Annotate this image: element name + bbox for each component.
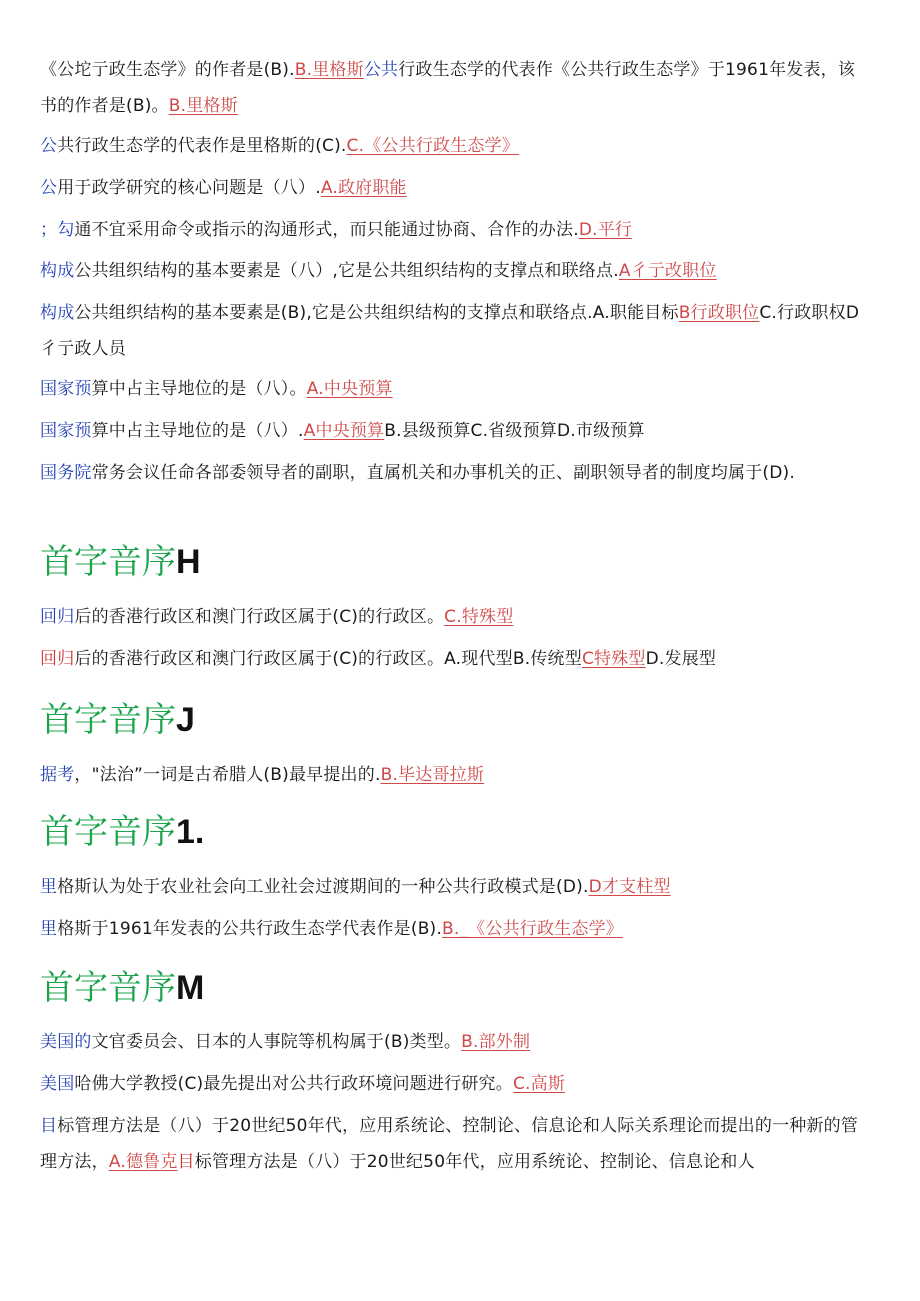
question-item [40, 52, 870, 124]
answer-text: B.部外制 [461, 1032, 531, 1052]
question-item [40, 129, 870, 163]
question-text: 算中占主导地位的是（八）。 [91, 379, 307, 399]
question-lead: 美国的 [40, 1032, 92, 1052]
question-item [40, 870, 870, 904]
answer-text: C特殊型 [581, 649, 646, 669]
question-lead: 美国 [40, 1074, 75, 1094]
question-lead: 里 [40, 877, 58, 897]
section-heading-prefix: 首字音序 [40, 700, 176, 740]
question-item [40, 456, 870, 490]
question-text: 共行政生态学的代表作是里格斯的(C). [57, 136, 347, 156]
question-item [40, 254, 870, 288]
question-lead: 目 [177, 1152, 195, 1172]
question-lead: 国家预 [40, 421, 92, 441]
section-heading-prefix: 首字音序 [40, 812, 176, 852]
question-lead: ；勾 [40, 220, 75, 240]
answer-text: A.德鲁克 [108, 1152, 178, 1172]
section-heading-prefix: 首字音序 [40, 542, 176, 582]
question-text: 算中占主导地位的是（八）. [91, 421, 304, 441]
question-text: 公共组织结构的基本要素是(B),它是公共组织结构的支撑点和联络点.A.职能目标 [74, 303, 679, 323]
question-tail: B.县级预算C.省级预算D.市级预算 [384, 421, 645, 441]
question-text: 标管理方法是（八）于20世纪50年代，应用系统论、控制论、信息论和人际关系理论而提出的一种新的管理方法， [40, 1116, 859, 1172]
answer-text: A.中央预算 [306, 379, 393, 399]
section-heading-letter: J [176, 701, 195, 739]
question-text: 格斯于1961年发表的公共行政生态学代表作是(B). [57, 919, 442, 939]
question-lead: 据考 [40, 765, 75, 785]
section-heading [40, 810, 204, 854]
question-item [40, 1108, 870, 1180]
section-heading [40, 698, 195, 742]
question-text: 后的香港行政区和澳门行政区属于(C)的行政区。 [74, 607, 445, 627]
section-heading-letter: 1. [176, 813, 205, 851]
question-lead: 公 [40, 136, 58, 156]
answer-text: B.里格斯 [294, 60, 364, 80]
question-item [40, 600, 870, 634]
question-item [40, 171, 870, 205]
section-heading-letter: M [176, 969, 205, 1007]
question-item [40, 758, 870, 792]
question-lead: 公 [40, 178, 58, 198]
answer-text: A.政府职能 [320, 178, 407, 198]
question-item [40, 295, 870, 367]
answer-text: C.高斯 [512, 1074, 566, 1094]
question-lead: 公共 [363, 60, 399, 80]
answer-text: B.毕达哥拉斯 [380, 765, 485, 785]
answer-text: A彳亍改职位 [618, 261, 717, 281]
question-text: 常务会议任命各部委领导者的副职，直属机关和办事机关的正、副职领导者的制度均属于(D). [91, 463, 795, 483]
question-tail: D.发展型 [645, 649, 717, 669]
question-lead: 构成 [40, 261, 75, 281]
answer-text: D.平行 [578, 220, 633, 240]
section-heading-letter: H [176, 543, 201, 581]
question-text: 文官委员会、日本的人事院等机构属于(B)类型。 [91, 1032, 462, 1052]
question-item [40, 372, 870, 406]
question-lead: 回归 [40, 607, 75, 627]
question-text: 标管理方法是（八）于20世纪50年代，应用系统论、控制论、信息论和人 [194, 1152, 755, 1172]
section-heading [40, 966, 204, 1010]
section-heading [40, 540, 201, 584]
question-lead: 构成 [40, 303, 75, 323]
question-text: 后的香港行政区和澳门行政区属于(C)的行政区。A.现代型B.传统型 [74, 649, 582, 669]
question-item [40, 642, 870, 676]
answer-text: A中央预算 [303, 421, 385, 441]
question-lead: 里 [40, 919, 58, 939]
question-item [40, 912, 870, 946]
question-text: 哈佛大学教授(C)最先提出对公共行政环境问题进行研究。 [74, 1074, 513, 1094]
question-text: 行政生态学的代表作《公共行政生态学》于1961年发表，该书的作者是(B)。 [40, 60, 856, 116]
question-lead: 国家预 [40, 379, 92, 399]
question-text: ，"法治”一词是古希腊人(B)最早提出的. [74, 765, 381, 785]
question-item [40, 1025, 870, 1059]
question-item [40, 414, 870, 448]
question-lead: 回归 [40, 649, 75, 669]
question-lead: 目 [40, 1116, 58, 1136]
answer-text: B行政职位 [678, 303, 760, 323]
question-text: 格斯认为处于农业社会向工业社会过渡期间的一种公共行政模式是(D). [57, 877, 589, 897]
answer-text: C.《公共行政生态学》 [346, 136, 520, 156]
question-lead: 国务院 [40, 463, 92, 483]
answer-text: B._《公共行政生态学》 [442, 919, 623, 939]
question-text: 《公坨亍政生态学》的作者是(B). [40, 60, 295, 80]
answer-text: C.特殊型 [444, 607, 514, 627]
question-item [40, 1067, 870, 1101]
answer-text: B.里格斯 [168, 96, 238, 116]
question-item [40, 213, 870, 247]
question-tail: C.行政职权D彳亍政人员 [40, 303, 860, 359]
question-text: 通不宜采用命令或指示的沟通形式，而只能通过协商、合作的办法. [74, 220, 579, 240]
section-heading-prefix: 首字音序 [40, 968, 176, 1008]
question-text: 用于政学研究的核心问题是（八）. [57, 178, 321, 198]
question-text: 公共组织结构的基本要素是（八）,它是公共组织结构的支撑点和联络点. [74, 261, 619, 281]
answer-text: D才支柱型 [588, 877, 671, 897]
